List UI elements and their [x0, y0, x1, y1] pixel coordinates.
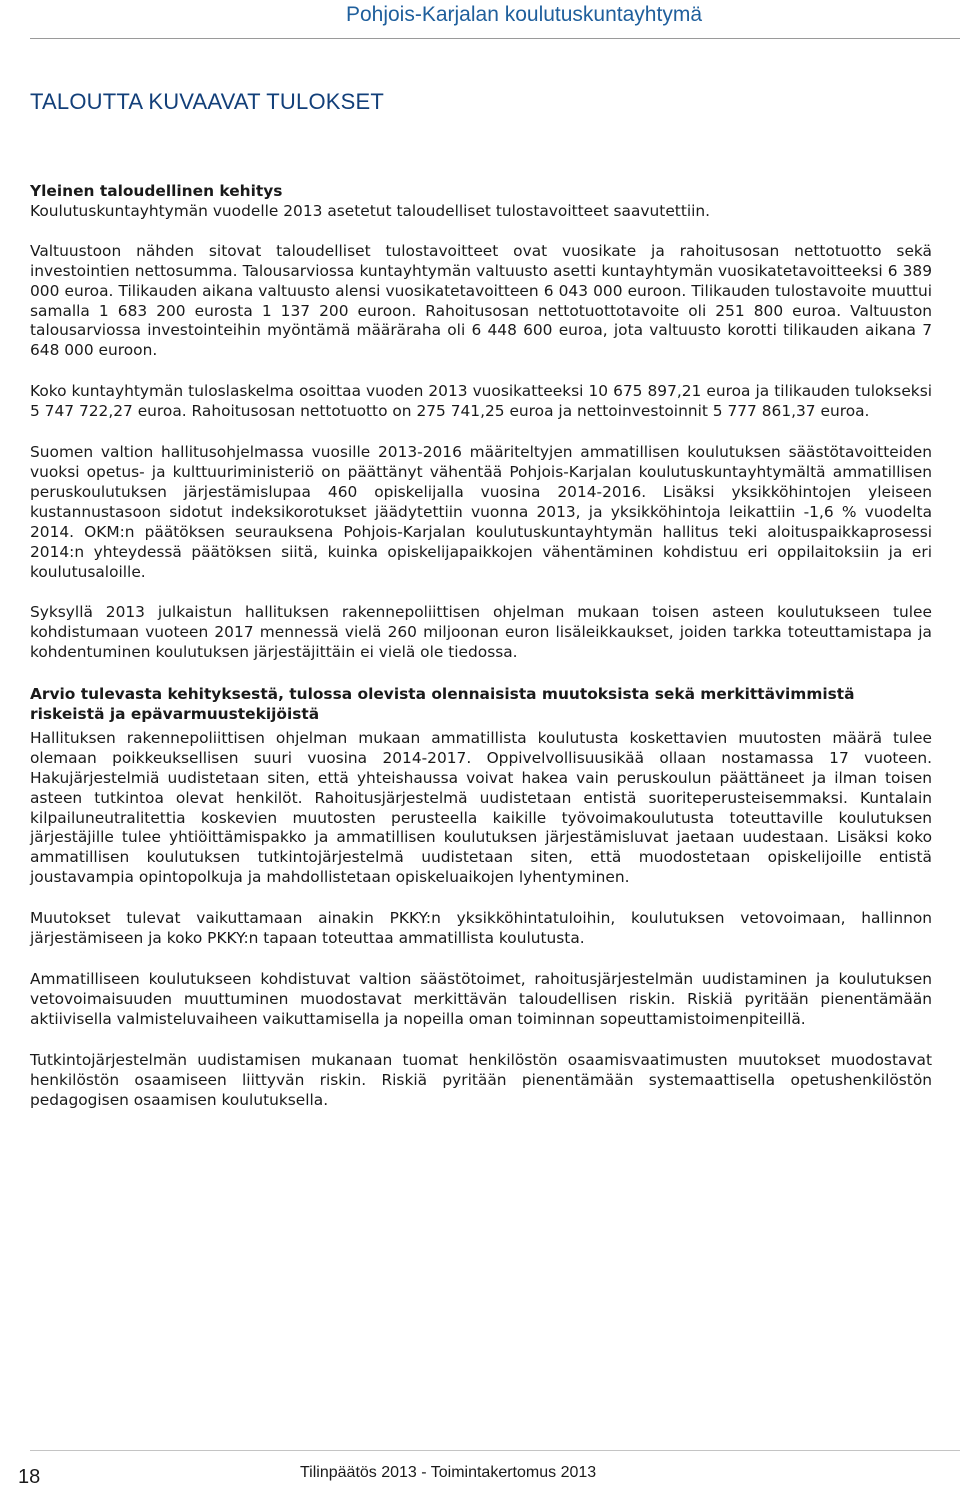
paragraph: Tutkintojärjestelmän uudistamisen mukanaan tuomat henkilöstön osaamisvaatimusten muutokset muodostavat henkilöstön osaamiseen liittyvän riskin. Riskiä pyritään pienentämään systemaattisella opetushenkilöstön pedagogisen osaamisen koulutuksella. [30, 1050, 932, 1109]
page-header [0, 0, 960, 34]
paragraph: Suomen valtion hallitusohjelmassa vuosille 2013-2016 määriteltyjen ammatillisen koulutuksen säästötavoitteiden vuoksi opetus- ja kulttuuriministeriö on päättänyt vähentää Pohjois-Karjalan koulutuskuntayhtymältä ammatillisen peruskoulutuksen järjestämislupaa 460 opiskelijalla vuosina 2014-2016. Lisäksi yksikköhintojen yleiseen kustannustasoon sidotut indeksikorotukset jäädytettiin vuonna 2013, ja yksikköhintoja leikattiin -1,6 % vuodelta 2014. OKM:n päätöksen seurauksena Pohjois-Karjalan koulutuskuntayhtymän hallitus teki aloituspaikkaprosessi 2014:n yhteydessä päätöksen siitä, kuinka opiskelijapaikkojen vähentäminen kohdistuu eri oppilaitoksiin ja eri koulutusaloille. [30, 443, 932, 581]
page-number: 18 [18, 1466, 41, 1488]
page-title: TALOUTTA KUVAAVAT TULOKSET [30, 89, 385, 114]
section-heading-future-outlook-risks: Arvio tulevasta kehityksestä, tulossa olevista olennaisista muutoksista sekä merkittävimmistä riskeistä ja epävarmuustekijöistä [30, 685, 855, 724]
paragraph: Hallituksen rakennepoliittisen ohjelman mukaan ammatillista koulutusta koskettavien muutosten määrä tulee olemaan poikkeuksellisen suuri vuosina 2014-2017. Oppivelvollisuusikää ollaan nostamassa 17 vuoteen. Hakujärjestelmiä uudistetaan siten, että yhteishaussa voivat hakea vain peruskoulun päättäneet ja ilman toisen asteen tutkintoa olevat henkilöt. Rahoitusjärjestelmä uudistetaan entistä suoriteperusteisemmaksi. Kuntalain kilpailuneutralitettia koskevien muutosten perusteella kaikille työvoimakoulutusta toteuttaville koulutuksen järjestäjille tulee yhtiöittämispakko ja ammatillisen koulutuksen järjestämisluvat jaetaan uudestaan. Lisäksi koko ammatillisen koulutuksen tutkintojärjestelmä uudistetaan siten, että muodostetaan opiskelijoille entistä joustavampia opintopolkuja ja mahdollistetaan opiskeluaikojen lyhentyminen. [30, 728, 932, 887]
document-body [30, 182, 932, 1110]
organization-name: Pohjois-Karjalan koulutuskuntayhtymä [345, 3, 702, 26]
paragraph: Ammatilliseen koulutukseen kohdistuvat valtion säästötoimet, rahoitusjärjestelmän uudistaminen ja koulutuksen vetovoimaisuuden muuttuminen muodostavat merkittävän taloudellisen riskin. Riskiä pyritään pienentämään aktiivisella valmisteluvaiheen vaikuttamisella ja nopeilla oman toiminnan sopeuttamistoimenpiteillä. [30, 970, 932, 1028]
paragraph: Koulutuskuntayhtymän vuodelle 2013 asetetut taloudelliset tulostavoitteet saavutettiin. [30, 201, 711, 220]
footer-divider [30, 1450, 960, 1451]
paragraph: Syksyllä 2013 julkaistun hallituksen rakennepoliittisen ohjelman mukaan toisen asteen koulutukseen tulee kohdistumaan vuoteen 2017 mennessä vielä 260 miljoonan euron lisäleikkaukset, joiden tarkka toteuttamistapa ja kohdentuminen koulutuksen järjestäjittäin ei vielä ole tiedossa. [30, 603, 932, 662]
paragraph: Muutokset tulevat vaikuttamaan ainakin PKKY:n yksikköhintatuloihin, koulutuksen vetovoimaan, hallinnon järjestämiseen ja koko PKKY:n tapaan toteuttaa ammatillista koulutusta. [30, 909, 932, 948]
footer-document-title: Tilinpäätös 2013 - Toimintakertomus 2013 [300, 1464, 597, 1481]
paragraph: Koko kuntayhtymän tuloslaskelma osoittaa vuoden 2013 vuosikatteeksi 10 675 897,21 euroa ja tilikauden tulokseksi 5 747 722,27 euroa. Rahoitusosan nettotuotto on 275 741,25 euroa ja nettoinvestoinnit 5 777 861,37 euroa. [30, 382, 932, 421]
paragraph: Valtuustoon nähden sitovat taloudelliset tulostavoitteet ovat vuosikate ja rahoitusosan nettotuotto sekä investointien nettosumma. Talousarviossa kuntayhtymän valtuusto asetti kuntayhtymän vuosikatetavoitteeksi 6 389 000 euroa. Tilikauden aikana valtuusto alensi vuosikatetavoitteen 6 043 000 euroon. Tilikauden tulostavoite muuttui samalla 1 683 200 eurosta 1 137 200 euroon. Rahoitusosan nettotuottotavoite oli 251 800 euroa. Valtuuston talousarviossa investointeihin myöntämä määräraha oli 6 448 600 euroa, jota valtuusto korotti tilikauden aikana 7 648 000 euroon. [30, 241, 932, 360]
section-heading-general-development: Yleinen taloudellinen kehitys [30, 182, 283, 200]
header-divider [30, 38, 960, 39]
